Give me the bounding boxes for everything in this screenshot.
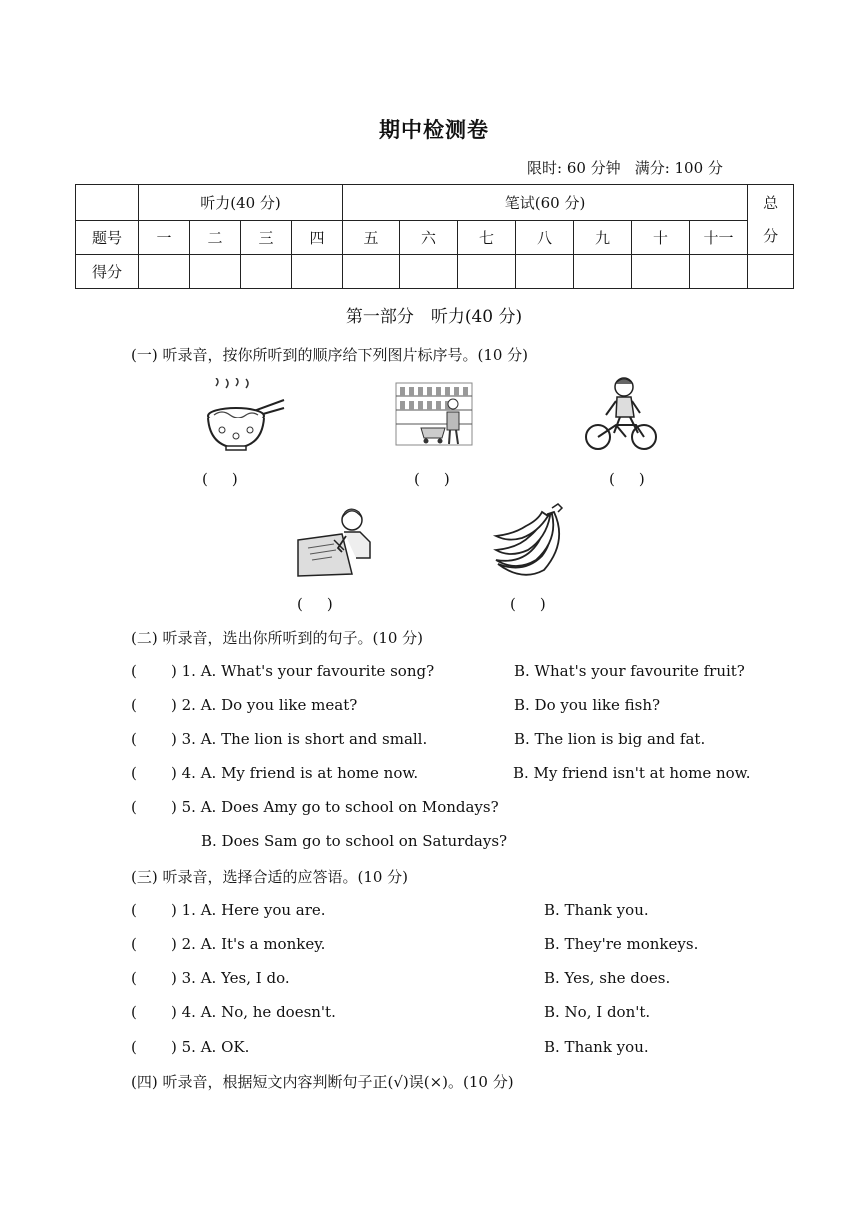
option-a: ) 4. A. My friend is at home now. [171, 764, 419, 782]
s2-item-4 [131, 764, 418, 782]
exam-limits [527, 157, 723, 178]
score-row-label: 得分 [76, 255, 139, 289]
option-a: ) 2. A. Do you like meat? [171, 696, 358, 714]
s2-item-5 [131, 798, 499, 816]
boy-on-bike-icon [584, 375, 658, 453]
answer-blank[interactable]: ( [131, 764, 137, 782]
question-number-label: 题号 [76, 221, 139, 255]
score-cell[interactable] [516, 255, 574, 289]
score-cell[interactable] [139, 255, 190, 289]
answer-blank[interactable]: ( [131, 696, 137, 714]
answer-blank-pic5[interactable]: ( ) [510, 595, 546, 613]
s2-item-1 [131, 662, 434, 680]
section3-heading: (三) 听录音，选择合适的应答语。(10 分) [131, 868, 409, 886]
score-table-corner [76, 185, 139, 221]
option-a: ) 3. A. The lion is short and small. [171, 730, 428, 748]
score-cell[interactable] [241, 255, 292, 289]
option-b: B. My friend isn't at home now. [513, 764, 751, 782]
time-limit: 限时: 60 分钟 [527, 159, 621, 177]
option-a: ) 2. A. It's a monkey. [171, 935, 326, 953]
total-header [748, 185, 794, 255]
answer-blank[interactable]: ( [131, 730, 137, 748]
option-b: B. Do you like fish? [514, 696, 661, 714]
part1-title: 第一部分 听力(40 分) [345, 307, 523, 327]
s3-item-2 [131, 935, 325, 953]
question-number: 三 [241, 221, 292, 255]
question-number: 四 [292, 221, 343, 255]
question-number: 九 [574, 221, 632, 255]
answer-blank[interactable]: ( [131, 1038, 137, 1056]
full-score: 满分: 100 分 [634, 159, 723, 177]
question-number: 十一 [690, 221, 748, 255]
answer-blank-pic2[interactable]: ( ) [414, 470, 450, 488]
supermarket-icon [395, 382, 473, 446]
score-cell[interactable] [400, 255, 458, 289]
writing-header: 笔试(60 分) [343, 185, 748, 221]
option-b: B. The lion is big and fat. [514, 730, 706, 748]
answer-blank-pic4[interactable]: ( ) [297, 595, 333, 613]
option-b: B. Yes, she does. [544, 969, 671, 987]
answer-blank[interactable]: ( [131, 969, 137, 987]
question-number: 二 [190, 221, 241, 255]
page-title: 期中检测卷 [379, 117, 489, 142]
option-a: ) 5. A. Does Amy go to school on Mondays? [171, 798, 499, 816]
answer-blank-pic3[interactable]: ( ) [609, 470, 645, 488]
section2-heading: (二) 听录音，选出你所听到的句子。(10 分) [131, 629, 424, 647]
bananas-icon [492, 502, 572, 578]
question-number: 五 [343, 221, 400, 255]
score-cell[interactable] [574, 255, 632, 289]
s3-item-1 [131, 901, 326, 919]
option-b: B. Thank you. [544, 901, 649, 919]
noodle-bowl-icon [200, 378, 286, 452]
option-a: ) 4. A. No, he doesn't. [171, 1003, 336, 1021]
option-a: ) 1. A. Here you are. [171, 901, 326, 919]
answer-blank-pic1[interactable]: ( ) [202, 470, 238, 488]
score-cell[interactable] [292, 255, 343, 289]
question-number: 一 [139, 221, 190, 255]
score-cell[interactable] [190, 255, 241, 289]
s2-item-2 [131, 696, 357, 714]
s3-item-5 [131, 1038, 249, 1056]
score-cell[interactable] [458, 255, 516, 289]
option-b: B. What's your favourite fruit? [514, 662, 745, 680]
total-header-bottom: 分 [763, 226, 779, 245]
question-number: 十 [632, 221, 690, 255]
section1-heading: (一) 听录音，按你所听到的顺序给下列图片标序号。(10 分) [131, 346, 529, 364]
option-b: B. Does Sam go to school on Saturdays? [201, 832, 508, 850]
question-number: 七 [458, 221, 516, 255]
option-b: B. They're monkeys. [544, 935, 699, 953]
question-number: 八 [516, 221, 574, 255]
option-b: B. Thank you. [544, 1038, 649, 1056]
score-cell[interactable] [632, 255, 690, 289]
total-header-top: 总 [763, 193, 779, 212]
answer-blank[interactable]: ( [131, 1003, 137, 1021]
s2-item-3 [131, 730, 427, 748]
listening-header: 听力(40 分) [139, 185, 343, 221]
answer-blank[interactable]: ( [131, 901, 137, 919]
answer-blank[interactable]: ( [131, 798, 137, 816]
option-b: B. No, I don't. [544, 1003, 651, 1021]
boy-writing-icon [296, 504, 374, 578]
option-a: ) 3. A. Yes, I do. [171, 969, 290, 987]
answer-blank[interactable]: ( [131, 935, 137, 953]
s3-item-4 [131, 1003, 336, 1021]
score-cell[interactable] [343, 255, 400, 289]
score-table [75, 184, 794, 289]
s3-item-3 [131, 969, 290, 987]
section4-heading: (四) 听录音，根据短文内容判断句子正(√)误(×)。(10 分) [131, 1073, 514, 1091]
option-a: ) 5. A. OK. [171, 1038, 250, 1056]
answer-blank[interactable]: ( [131, 662, 137, 680]
option-a: ) 1. A. What's your favourite song? [171, 662, 435, 680]
score-cell[interactable] [748, 255, 794, 289]
question-number: 六 [400, 221, 458, 255]
score-cell[interactable] [690, 255, 748, 289]
